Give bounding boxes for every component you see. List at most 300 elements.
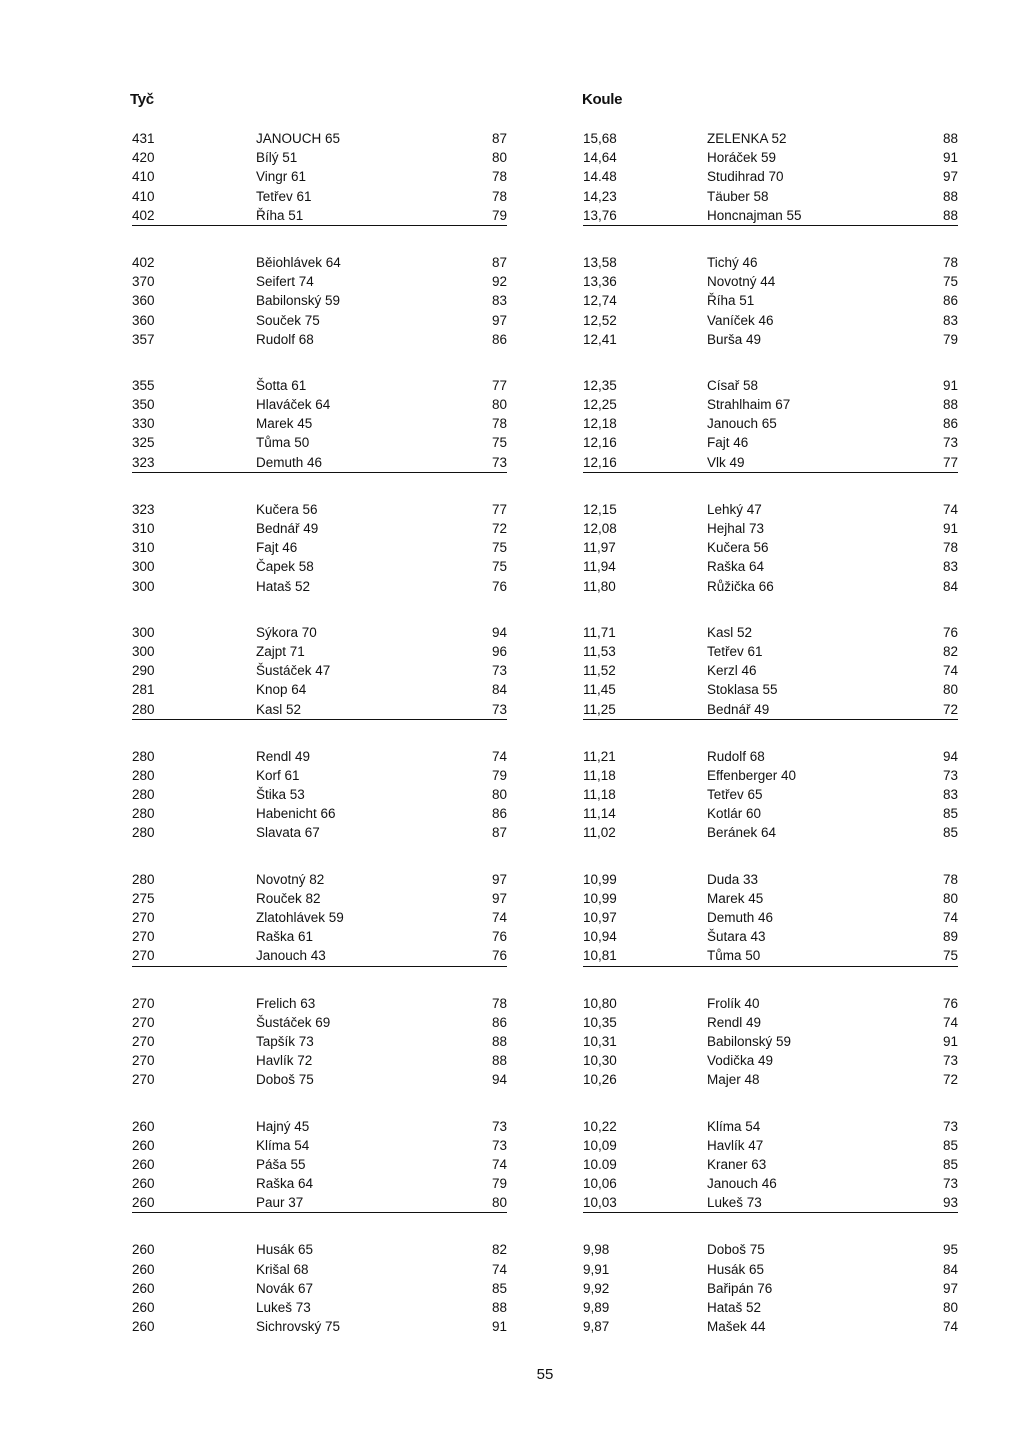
record-year: 91 (942, 521, 958, 536)
record-year: 79 (491, 1176, 507, 1192)
result-value: 11,94 (583, 559, 616, 575)
athlete-name: Novotný 44 (707, 274, 776, 290)
athlete-name: Fajt 46 (256, 540, 298, 556)
result-value: 280 (132, 806, 155, 822)
result-value: 270 (132, 1033, 155, 1049)
athlete-name: Kučera 56 (707, 540, 769, 556)
record-year: 74 (942, 1014, 958, 1030)
result-group (132, 870, 507, 967)
athlete-name: Doboš 75 (256, 1072, 314, 1088)
athlete-name: Kučera 56 (256, 501, 318, 517)
result-value: 280 (132, 767, 155, 783)
record-year: 84 (942, 578, 958, 594)
athlete-name: Knop 64 (256, 682, 307, 698)
record-year: 75 (942, 948, 958, 964)
table-row (583, 253, 958, 272)
result-value: 9,89 (583, 1300, 610, 1315)
result-group (132, 129, 507, 226)
table-row (583, 272, 958, 291)
result-group (583, 994, 958, 1090)
result-group (583, 376, 958, 473)
record-year: 88 (491, 1300, 507, 1315)
athlete-name: Duda 33 (707, 871, 759, 887)
table-row (132, 206, 507, 226)
record-year: 78 (942, 540, 958, 556)
result-group (583, 129, 958, 226)
result-group (132, 623, 507, 720)
athlete-name: Hlaváček 64 (256, 397, 331, 413)
result-value: 10,22 (583, 1118, 617, 1134)
result-value: 12,15 (583, 501, 617, 517)
result-value: 280 (132, 871, 155, 887)
record-year: 82 (491, 1242, 507, 1258)
athlete-name: Raška 61 (256, 929, 314, 945)
record-year: 95 (942, 1242, 958, 1258)
athlete-name: Fajt 46 (707, 435, 749, 451)
table-row (132, 414, 507, 433)
record-year: 79 (491, 207, 507, 223)
result-group (132, 747, 507, 843)
result-value: 11,25 (583, 701, 616, 717)
athlete-name: Babilonský 59 (707, 1033, 792, 1049)
athlete-name: Demuth 46 (256, 454, 323, 470)
record-year: 78 (491, 188, 507, 204)
record-year: 94 (942, 748, 958, 764)
result-group (132, 376, 507, 473)
record-year: 80 (942, 890, 958, 906)
table-row (132, 1070, 507, 1089)
athlete-name: Rudolf 68 (707, 748, 765, 764)
table-row (132, 1260, 507, 1279)
result-value: 300 (132, 559, 155, 575)
table-row (583, 870, 958, 889)
athlete-name: Husák 65 (707, 1261, 765, 1277)
athlete-name: Seifert 74 (256, 274, 314, 290)
table-row (132, 661, 507, 680)
record-year: 91 (491, 1319, 507, 1335)
athlete-name: Honcnajman 55 (707, 207, 802, 223)
result-value: 402 (132, 207, 155, 223)
record-year: 73 (491, 663, 507, 679)
athlete-name: Rendl 49 (707, 1014, 762, 1030)
athlete-name: Šutara 43 (707, 929, 766, 945)
athlete-name: Šotta 61 (256, 377, 307, 393)
table-row (583, 1279, 958, 1298)
athlete-name: Beránek 64 (707, 825, 777, 841)
result-value: 402 (132, 254, 155, 270)
result-value: 357 (132, 331, 155, 347)
athlete-name: Kotlár 60 (707, 806, 762, 822)
record-year: 74 (942, 501, 958, 517)
result-value: 270 (132, 929, 155, 945)
result-value: 10,81 (583, 948, 617, 964)
athlete-name: Frolík 40 (707, 995, 760, 1011)
record-year: 88 (942, 131, 958, 146)
athlete-name: Rudolf 68 (256, 331, 314, 347)
result-value: 13,36 (583, 274, 617, 290)
result-group (583, 500, 958, 596)
record-year: 80 (491, 1195, 507, 1211)
record-year: 84 (491, 682, 507, 698)
table-row (132, 500, 507, 519)
table-row (132, 642, 507, 661)
athlete-name: Běiohlávek 64 (256, 254, 341, 270)
result-group (583, 870, 958, 967)
athlete-name: Raška 64 (707, 559, 765, 575)
result-value: 12,18 (583, 416, 617, 432)
record-year: 76 (942, 995, 958, 1011)
table-row (583, 804, 958, 823)
result-value: 10,99 (583, 871, 617, 887)
record-year: 73 (491, 1118, 507, 1134)
result-value: 12,52 (583, 312, 617, 328)
athlete-name: Slavata 67 (256, 825, 320, 841)
athlete-name: Babilonský 59 (256, 293, 341, 309)
record-year: 83 (942, 559, 958, 575)
table-row (132, 994, 507, 1013)
table-row (132, 129, 507, 148)
record-year: 74 (491, 910, 507, 925)
result-value: 12,35 (583, 377, 617, 393)
result-value: 360 (132, 312, 155, 328)
record-year: 86 (491, 806, 507, 822)
record-year: 94 (491, 624, 507, 640)
result-group (132, 253, 507, 349)
record-year: 88 (942, 207, 958, 223)
result-value: 14,64 (583, 150, 617, 166)
record-year: 77 (942, 454, 958, 470)
table-row (132, 1117, 507, 1136)
result-group (583, 747, 958, 843)
athlete-name: Říha 51 (707, 293, 755, 309)
athlete-name: Tůma 50 (707, 948, 761, 964)
table-row (132, 623, 507, 642)
record-year: 93 (942, 1195, 958, 1211)
result-value: 350 (132, 397, 155, 413)
result-value: 10,97 (583, 910, 617, 925)
record-year: 92 (491, 274, 507, 290)
table-row (583, 395, 958, 414)
result-value: 13,58 (583, 254, 617, 270)
result-value: 281 (132, 682, 155, 698)
result-value: 10,09 (583, 1137, 617, 1153)
result-value: 10,80 (583, 995, 617, 1011)
record-year: 82 (942, 643, 958, 659)
record-year: 85 (942, 806, 958, 822)
table-row (132, 1013, 507, 1032)
result-value: 11,80 (583, 578, 616, 594)
record-year: 91 (942, 1033, 958, 1049)
athlete-name: Souček 75 (256, 312, 320, 328)
athlete-name: Šustáček 69 (256, 1014, 331, 1030)
result-value: 11,18 (583, 767, 616, 783)
record-year: 87 (491, 825, 507, 841)
table-row (583, 330, 958, 349)
result-value: 323 (132, 454, 155, 470)
table-row (132, 538, 507, 557)
record-year: 75 (491, 559, 507, 575)
record-year: 97 (491, 890, 507, 906)
result-group (583, 1240, 958, 1336)
table-row (132, 187, 507, 206)
athlete-name: Kasl 52 (256, 701, 302, 717)
athlete-name: Lukeš 73 (707, 1195, 762, 1211)
table-row (583, 889, 958, 908)
table-row (132, 870, 507, 889)
table-row (132, 1155, 507, 1174)
athlete-name: Sýkora 70 (256, 624, 317, 640)
record-year: 91 (942, 377, 958, 393)
record-year: 86 (491, 331, 507, 347)
table-row (132, 700, 507, 720)
table-row (583, 642, 958, 661)
record-year: 75 (491, 435, 507, 451)
record-year: 77 (491, 501, 507, 517)
record-year: 86 (942, 293, 958, 309)
table-row (132, 1174, 507, 1193)
record-year: 89 (942, 929, 958, 945)
result-group (132, 500, 507, 596)
result-value: 11,21 (583, 748, 616, 764)
athlete-name: Bílý 51 (256, 150, 298, 166)
result-group (583, 1117, 958, 1214)
athlete-name: Havlík 47 (707, 1137, 764, 1153)
result-value: 11,97 (583, 540, 616, 556)
table-row (132, 1032, 507, 1051)
athlete-name: Vingr 61 (256, 169, 307, 185)
shot-put-heading: Koule (582, 91, 623, 108)
result-value: 11,45 (583, 682, 616, 698)
table-row (132, 804, 507, 823)
result-value: 270 (132, 1072, 155, 1088)
result-value: 300 (132, 624, 155, 640)
athlete-name: Hajný 45 (256, 1118, 310, 1134)
table-row (583, 1174, 958, 1193)
table-row (583, 1317, 958, 1336)
result-value: 280 (132, 825, 155, 841)
result-value: 260 (132, 1156, 155, 1172)
result-value: 11,02 (583, 825, 616, 841)
table-row (132, 1279, 507, 1298)
athlete-name: Janouch 46 (707, 1176, 777, 1192)
athlete-name: Strahlhaim 67 (707, 397, 791, 413)
record-year: 74 (942, 663, 958, 679)
athlete-name: JANOUCH 65 (256, 131, 341, 146)
result-value: 10,03 (583, 1195, 617, 1211)
athlete-name: Tetřev 61 (707, 643, 763, 659)
table-row (583, 453, 958, 473)
result-value: 260 (132, 1242, 155, 1258)
record-year: 73 (491, 1137, 507, 1153)
result-value: 260 (132, 1195, 155, 1211)
result-value: 290 (132, 663, 155, 679)
table-row (583, 129, 958, 148)
table-row (132, 747, 507, 766)
athlete-name: Bařipán 76 (707, 1280, 773, 1296)
table-row (132, 167, 507, 186)
record-year: 75 (491, 540, 507, 556)
result-value: 10,06 (583, 1176, 617, 1192)
record-year: 73 (491, 701, 507, 717)
record-year: 91 (942, 150, 958, 166)
result-group (583, 623, 958, 720)
record-year: 72 (942, 1072, 958, 1088)
result-value: 323 (132, 501, 155, 517)
athlete-name: Marek 45 (707, 890, 764, 906)
athlete-name: Růžička 66 (707, 578, 774, 594)
result-value: 300 (132, 578, 155, 594)
result-value: 420 (132, 150, 155, 166)
record-year: 78 (942, 871, 958, 887)
athlete-name: Burša 49 (707, 331, 762, 347)
record-year: 73 (942, 1118, 958, 1134)
result-value: 13,76 (583, 207, 617, 223)
table-row (583, 927, 958, 946)
table-row (132, 785, 507, 804)
record-year: 73 (942, 1176, 958, 1192)
athlete-name: Tapšík 73 (256, 1033, 314, 1049)
table-row (583, 785, 958, 804)
result-value: 9,87 (583, 1319, 610, 1335)
record-year: 72 (491, 521, 507, 536)
record-year: 80 (491, 397, 507, 413)
record-year: 73 (942, 435, 958, 451)
result-value: 10.09 (583, 1156, 617, 1172)
athlete-name: Vlk 49 (707, 454, 745, 470)
table-row (583, 823, 958, 842)
table-row (583, 1051, 958, 1070)
table-row (132, 927, 507, 946)
record-year: 85 (942, 825, 958, 841)
athlete-name: Klíma 54 (707, 1118, 761, 1134)
record-year: 78 (942, 254, 958, 270)
table-row (132, 823, 507, 842)
result-value: 11,52 (583, 663, 616, 679)
athlete-name: Täuber 58 (707, 188, 769, 204)
record-year: 83 (491, 293, 507, 309)
athlete-name: Štika 53 (256, 787, 305, 803)
table-row (132, 519, 507, 538)
athlete-name: Demuth 46 (707, 910, 774, 925)
athlete-name: Vodička 49 (707, 1053, 774, 1069)
table-row (583, 1070, 958, 1089)
record-year: 75 (942, 274, 958, 290)
table-row (132, 433, 507, 452)
record-year: 85 (942, 1137, 958, 1153)
record-year: 74 (942, 1319, 958, 1335)
result-group (132, 1117, 507, 1214)
record-year: 85 (491, 1280, 507, 1296)
athlete-name: Frelich 63 (256, 995, 316, 1011)
athlete-name: Novák 67 (256, 1280, 314, 1296)
record-year: 84 (942, 1261, 958, 1277)
record-year: 74 (491, 1261, 507, 1277)
result-value: 360 (132, 293, 155, 309)
record-year: 73 (491, 454, 507, 470)
table-row (583, 700, 958, 720)
table-row (132, 395, 507, 414)
athlete-name: Hataš 52 (256, 578, 311, 594)
record-year: 97 (491, 871, 507, 887)
athlete-name: Rendl 49 (256, 748, 311, 764)
athlete-name: Sichrovský 75 (256, 1319, 341, 1335)
athlete-name: Janouch 43 (256, 948, 326, 964)
table-row (132, 311, 507, 330)
athlete-name: Krišal 68 (256, 1261, 309, 1277)
table-row (132, 557, 507, 576)
table-row (132, 253, 507, 272)
athlete-name: ZELENKA 52 (707, 131, 787, 146)
table-row (132, 1298, 507, 1317)
record-year: 86 (942, 416, 958, 432)
result-value: 260 (132, 1300, 155, 1315)
athlete-name: Korf 61 (256, 767, 300, 783)
athlete-name: Páša 55 (256, 1156, 306, 1172)
result-value: 300 (132, 643, 155, 659)
result-value: 270 (132, 1014, 155, 1030)
result-value: 260 (132, 1280, 155, 1296)
result-value: 10,35 (583, 1014, 617, 1030)
table-row (132, 766, 507, 785)
athlete-name: Říha 51 (256, 207, 304, 223)
athlete-name: Novotný 82 (256, 871, 325, 887)
record-year: 94 (491, 1072, 507, 1088)
table-row (583, 680, 958, 699)
table-row (583, 1260, 958, 1279)
result-value: 260 (132, 1319, 155, 1335)
record-year: 76 (491, 948, 507, 964)
record-year: 80 (942, 682, 958, 698)
record-year: 73 (942, 767, 958, 783)
record-year: 80 (942, 1300, 958, 1315)
record-year: 83 (942, 787, 958, 803)
table-row (583, 206, 958, 226)
result-value: 9,92 (583, 1280, 610, 1296)
result-value: 10,30 (583, 1053, 617, 1069)
athlete-name: Kerzl 46 (707, 663, 757, 679)
result-value: 370 (132, 274, 155, 290)
record-year: 74 (491, 1156, 507, 1172)
athlete-name: Tetřev 65 (707, 787, 763, 803)
table-row (583, 1013, 958, 1032)
athlete-name: Bednář 49 (256, 521, 319, 536)
result-value: 10,94 (583, 929, 617, 945)
athlete-name: Janouch 65 (707, 416, 777, 432)
result-value: 11,18 (583, 787, 616, 803)
table-row (583, 187, 958, 206)
result-value: 410 (132, 188, 155, 204)
result-value: 12,41 (583, 331, 617, 347)
record-year: 80 (491, 787, 507, 803)
record-year: 77 (491, 377, 507, 393)
result-group (132, 994, 507, 1090)
result-value: 330 (132, 416, 155, 432)
table-row (132, 148, 507, 167)
athlete-name: Effenberger 40 (707, 767, 797, 783)
record-year: 88 (942, 397, 958, 413)
result-value: 12,74 (583, 293, 617, 309)
athlete-name: Hejhal 73 (707, 521, 765, 536)
athlete-name: Paur 37 (256, 1195, 304, 1211)
result-value: 280 (132, 787, 155, 803)
table-row (132, 272, 507, 291)
athlete-name: Lehký 47 (707, 501, 762, 517)
record-year: 79 (491, 767, 507, 783)
athlete-name: Klíma 54 (256, 1137, 310, 1153)
table-row (583, 557, 958, 576)
table-row (583, 500, 958, 519)
athlete-name: Hataš 52 (707, 1300, 762, 1315)
